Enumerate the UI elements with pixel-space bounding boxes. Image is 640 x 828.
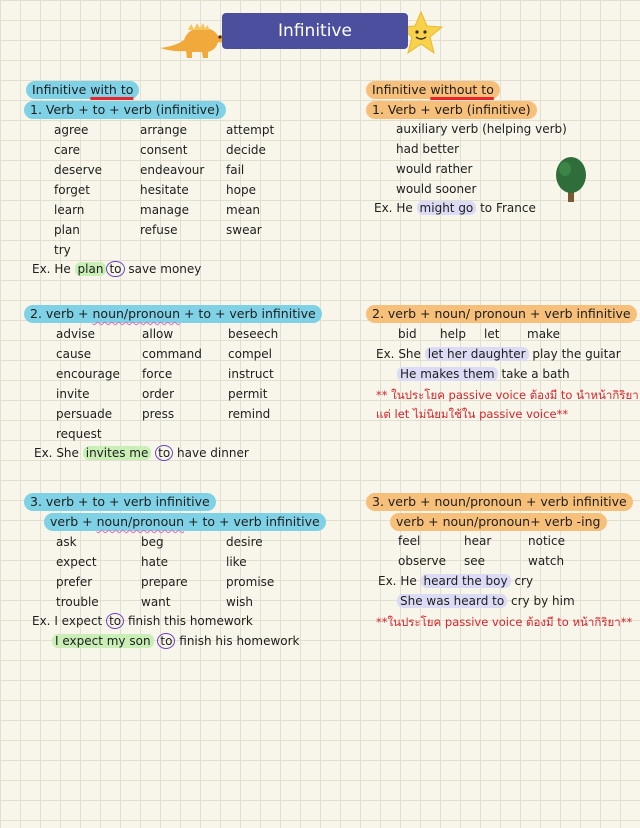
rule-noun: noun/pronoun	[92, 306, 180, 321]
left-header-prefix: Infinitive	[32, 82, 91, 97]
left-s1-col3	[226, 122, 274, 242]
rule-part-a: verb +	[50, 514, 97, 529]
dinosaur-icon	[158, 18, 230, 60]
left-s3-example2	[52, 633, 300, 649]
left-s2-example	[34, 445, 249, 461]
example-prefix: Ex. I expect	[32, 614, 107, 628]
example-rest: finish his homework	[179, 634, 300, 648]
list-item: decide	[226, 143, 266, 157]
example-highlight: invites me	[83, 446, 152, 460]
right-header	[366, 81, 500, 99]
right-s2-example1	[376, 346, 621, 362]
list-item: desire	[226, 535, 263, 549]
list-item: try	[54, 243, 71, 257]
left-s1-col2	[140, 122, 204, 242]
example-prefix: Ex. He	[374, 201, 417, 215]
right-s1-rule: 1. Verb + verb (infinitive)	[366, 101, 537, 119]
list-item: would rather	[396, 162, 473, 176]
rule-part-b: + to + verb infinitive	[184, 514, 320, 529]
list-item: beseech	[228, 327, 279, 341]
left-s3-example1	[32, 613, 253, 629]
list-item: advise	[56, 327, 96, 341]
left-s2-rule	[24, 305, 322, 323]
right-s3-example1	[378, 573, 533, 589]
left-s3-rule1: 3. verb + to + verb infinitive	[24, 493, 216, 511]
list-item: compel	[228, 347, 272, 361]
left-s1-rule: 1. Verb + to + verb (infinitive)	[24, 101, 226, 119]
left-s3-rule2	[44, 513, 326, 531]
list-item: want	[141, 595, 171, 609]
example-highlight: might go	[417, 201, 477, 215]
list-item: hesitate	[140, 183, 189, 197]
right-header-prefix: Infinitive	[372, 82, 431, 97]
rule-number: 2.	[30, 306, 46, 321]
list-item: learn	[54, 203, 85, 217]
list-item: mean	[226, 203, 261, 217]
example-prefix: Ex. She	[34, 446, 83, 460]
list-item: order	[142, 387, 174, 401]
list-item: request	[56, 427, 102, 441]
left-s2-col3	[228, 326, 278, 426]
list-item: like	[226, 555, 247, 569]
right-s2-example2	[397, 366, 570, 382]
list-item: endeavour	[140, 163, 205, 177]
list-item: invite	[56, 387, 90, 401]
list-item: auxiliary verb (helping verb)	[396, 122, 567, 136]
right-header-mark: without to	[430, 82, 494, 97]
left-header	[26, 81, 139, 99]
list-item: agree	[54, 123, 89, 137]
left-s3-col2	[141, 534, 188, 614]
list-item: force	[142, 367, 173, 381]
list-item: cause	[56, 347, 92, 361]
rule-part-b: + to + verb infinitive	[180, 306, 316, 321]
example-highlight: plan	[75, 262, 107, 276]
list-item: persuade	[56, 407, 113, 421]
list-item: feel	[398, 534, 421, 548]
circled-to: to	[106, 613, 124, 629]
example-prefix: Ex. She	[376, 347, 425, 361]
list-item: fail	[226, 163, 245, 177]
left-s3-col3	[226, 534, 274, 614]
list-item: hope	[226, 183, 256, 197]
list-item: promise	[226, 575, 275, 589]
example-rest: finish this homework	[127, 614, 253, 628]
example-highlight: I expect my son	[52, 634, 154, 648]
rule-part-a: verb +	[45, 306, 93, 321]
left-s2-col2	[142, 326, 202, 426]
circled-to: to	[157, 633, 175, 649]
list-item: notice	[528, 534, 565, 548]
example-rest: save money	[128, 262, 202, 276]
list-item: press	[142, 407, 175, 421]
list-item: deserve	[54, 163, 103, 177]
list-item: consent	[140, 143, 188, 157]
left-s3-col1	[56, 534, 99, 614]
list-item: observe	[398, 554, 447, 568]
list-item: prefer	[56, 575, 93, 589]
list-item: prepare	[141, 575, 188, 589]
left-s1-col1	[54, 122, 102, 262]
list-item: had better	[396, 142, 460, 156]
right-s3-rule1: 3. verb + noun/pronoun + verb infinitive	[366, 493, 633, 511]
list-item: care	[54, 143, 81, 157]
list-item: arrange	[140, 123, 187, 137]
right-s3-verbs	[398, 533, 598, 573]
right-s1-items	[396, 121, 567, 201]
example-highlight: She was heard to	[397, 594, 507, 608]
list-item: plan	[54, 223, 80, 237]
list-item: encourage	[56, 367, 120, 381]
circled-to: to	[106, 261, 124, 277]
left-header-mark: with to	[90, 82, 134, 97]
list-item: hate	[141, 555, 169, 569]
list-item: attempt	[226, 123, 275, 137]
list-item: hear	[464, 534, 492, 548]
list-item: trouble	[56, 595, 99, 609]
page-title: Infinitive	[222, 13, 408, 49]
example-prefix: Ex. He	[378, 574, 421, 588]
right-s3-note: **ในประโยค passive voice ต้องมี to หน้ากิริยา**	[376, 615, 633, 629]
list-item: allow	[142, 327, 174, 341]
list-item: wish	[226, 595, 254, 609]
example-rest: play the guitar	[528, 347, 621, 361]
list-item: expect	[56, 555, 97, 569]
list-item: watch	[528, 554, 565, 568]
example-rest: to France	[476, 201, 536, 215]
list-item: see	[464, 554, 486, 568]
list-item: permit	[228, 387, 268, 401]
right-s1-example	[374, 200, 536, 216]
list-item: make	[527, 327, 560, 341]
example-rest: cry by him	[507, 594, 575, 608]
example-highlight: heard the boy	[421, 574, 511, 588]
example-rest: take a bath	[497, 367, 570, 381]
circled-to: to	[155, 445, 173, 461]
right-s3-rule2: verb + noun/pronoun+ verb -ing	[390, 513, 607, 531]
example-prefix: Ex. He	[32, 262, 75, 276]
list-item: beg	[141, 535, 164, 549]
list-item: command	[142, 347, 202, 361]
list-item: help	[440, 327, 466, 341]
left-s2-col1	[56, 326, 120, 446]
example-highlight: let her daughter	[425, 347, 529, 361]
list-item: bid	[398, 327, 417, 341]
list-item: manage	[140, 203, 190, 217]
list-item: remind	[228, 407, 271, 421]
list-item: let	[484, 327, 500, 341]
example-highlight: He makes them	[397, 367, 498, 381]
right-s3-example2	[397, 593, 575, 609]
list-item: instruct	[228, 367, 274, 381]
right-s2-note1: ** ในประโยค passive voice ต้องมี to นำหน้ากิริยา	[376, 388, 639, 402]
right-s2-note2: แต่ let ไม่นิยมใช้ใน passive voice**	[376, 407, 569, 421]
left-s1-example	[32, 261, 201, 277]
list-item: refuse	[140, 223, 178, 237]
rule-noun: noun/pronoun	[96, 514, 185, 529]
example-rest: have dinner	[177, 446, 249, 460]
list-item: would sooner	[396, 182, 477, 196]
list-item: forget	[54, 183, 90, 197]
list-item: ask	[56, 535, 77, 549]
example-rest: cry	[510, 574, 534, 588]
list-item: swear	[226, 223, 262, 237]
right-s2-rule: 2. verb + noun/ pronoun + verb infinitive	[366, 305, 637, 323]
